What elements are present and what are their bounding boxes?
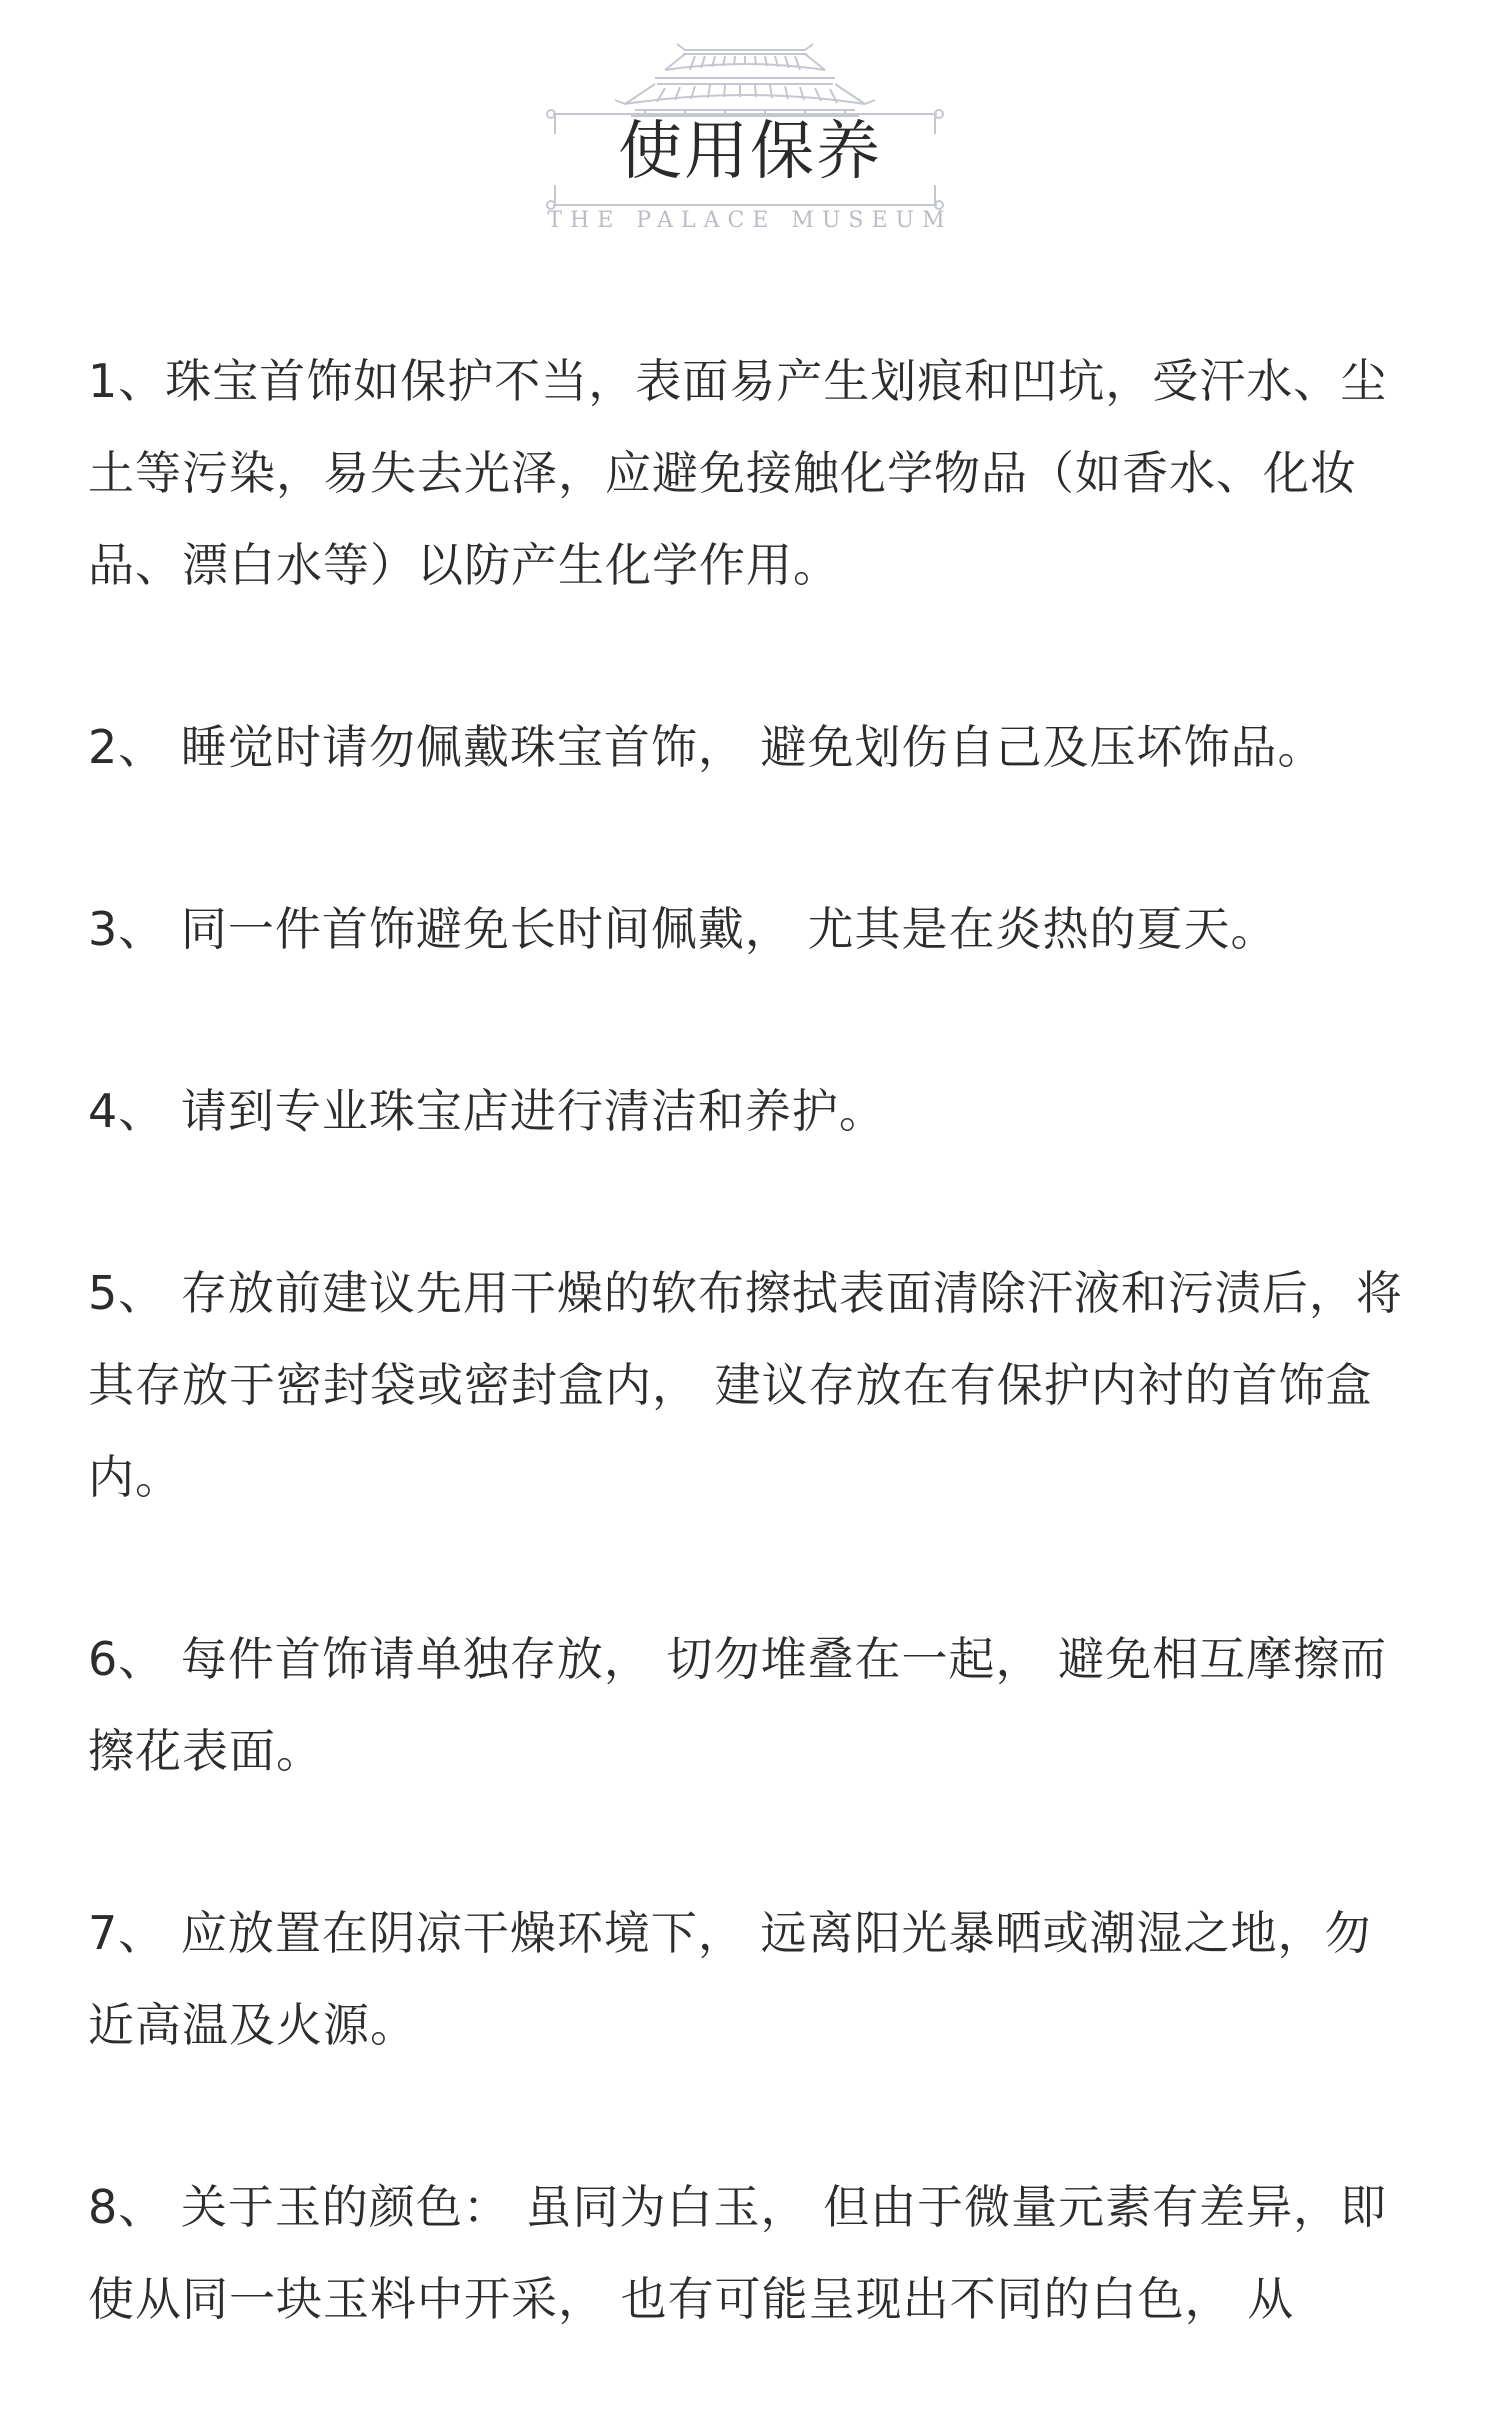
list-item: 7、 应放置在阴凉干燥环境下， 远离阳光暴晒或潮湿之地，勿近高温及火源。 [88,1906,1372,2052]
list-item: 3、 同一件首饰避免长时间佩戴， 尤其是在炎热的夏天。 [88,902,1278,956]
list-item: 2、 睡觉时请勿佩戴珠宝首饰， 避免划伤自己及压坏饰品。 [88,720,1325,774]
care-instructions-list [88,335,1418,2435]
list-item: 1、珠宝首饰如保护不当，表面易产生划痕和凹坑，受汗水、尘土等污染，易失去光泽，应避免接触化学物品（如香水、化妆品、漂白水等）以防产生化学作用。 [88,354,1388,592]
page-header [0,0,1500,250]
page-title: 使用保养 [618,115,882,189]
list-item: 8、 关于玉的颜色： 虽同为白玉， 但由于微量元素有差异，即使从同一块玉料中开采， 也有可能呈现出不同的白色， 从 [88,2180,1388,2326]
page-subtitle: THE PALACE MUSEUM [547,208,953,233]
list-item: 6、 每件首饰请单独存放， 切勿堆叠在一起， 避免相互摩擦而擦花表面。 [88,1632,1388,1778]
list-item: 5、 存放前建议先用干燥的软布擦拭表面清除汗液和污渍后，将其存放于密封袋或密封盒内， 建议存放在有保护内衬的首饰盒内。 [88,1266,1403,1504]
list-item: 4、 请到专业珠宝店进行清洁和养护。 [88,1084,886,1138]
